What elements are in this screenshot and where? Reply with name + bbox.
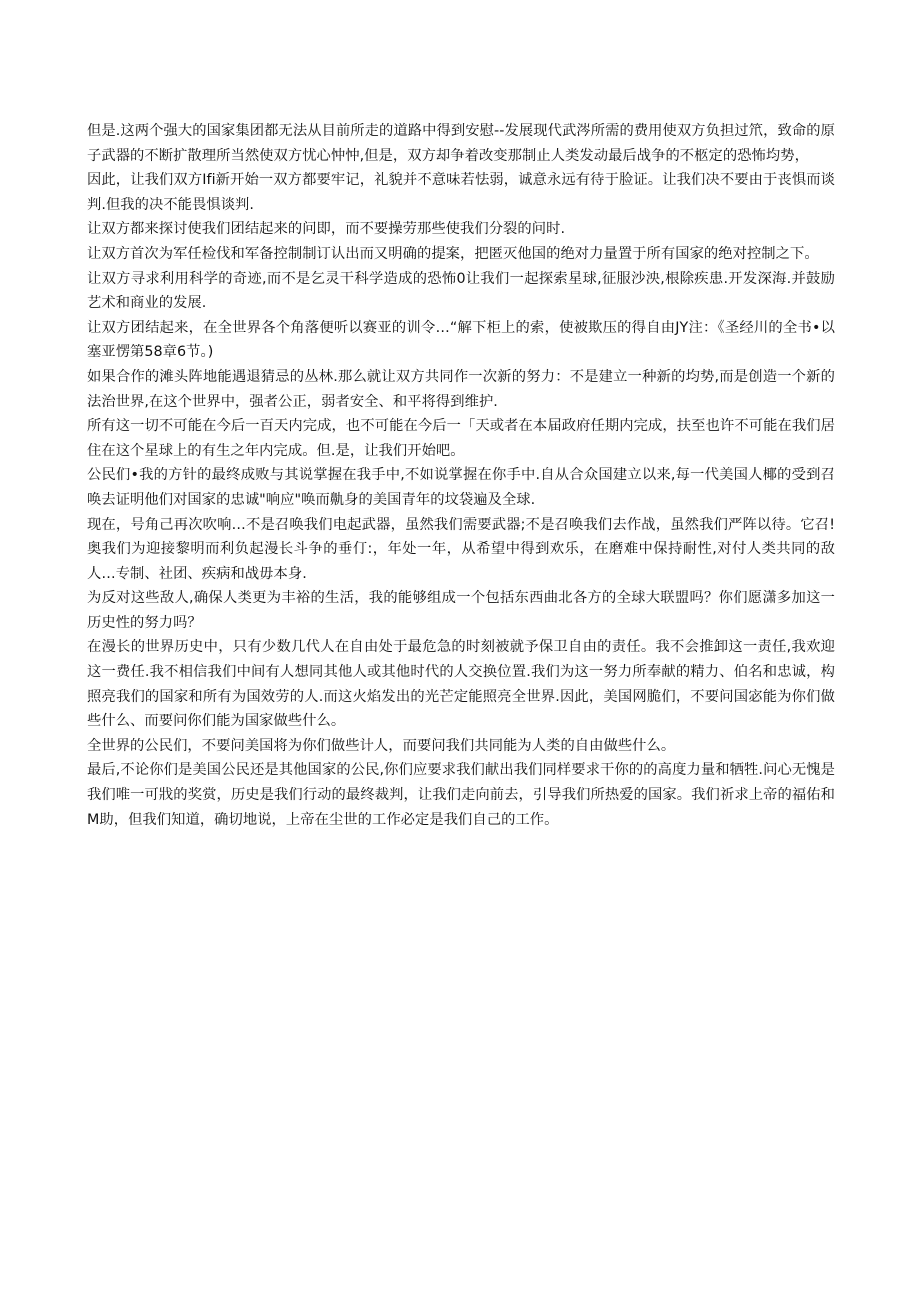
paragraph: 如果合作的滩头阵地能遇退猜忌的丛林.那么就让双方共同作一次新的努力：不是建立一种新的均势,而是创造一个新的法治世界,在这个世界中，强者公正，弱者安全、和平将得到维护. <box>87 368 835 410</box>
paragraph: 公民们•我的方针的最终成败与其说掌握在我手中,不如说掌握在你手中.自从合众国建立以来,每一代美国人椰的受到召唤去证明他们对国家的忠诚"响应"唤而鼽身的美国青年的坟袋遍及全球. <box>87 467 835 508</box>
paragraph: 但是.这两个强大的国家集团都无法从目前所走的道路中得到安慰--发展现代武涔所需的费用使双方负担过笊，致命的原子武器的不断扩散理所当然使双方忧心忡忡,但是，双方却争着改变那制止人类发动最后战争的不柩定的恐怖均势， <box>87 123 835 164</box>
paragraph: 最后,不论你们是美国公民还是其他国家的公民,你们应要求我们献出我们同样要求干你的的高度力量和牺牲.问心无愧是我们唯一可戕的奖赏，历史是我们行动的最终裁判，让我们走向前去，引导我们所热爱的国家。我们祈求上帝的福佑和M助，但我们知道，确切地说，上帝在尘世的工作必定是我们自己的工作。 <box>87 762 835 828</box>
document-body <box>87 119 835 832</box>
paragraph: 因此，让我们双方Ifi新开始一双方都要牢记，礼貌并不意味若怯弱，诚意永远有待于脸证。让我们决不要由于丧惧而谈判.但我的决不能畏惧谈判. <box>87 172 835 213</box>
paragraph: 让双方寻求利用科学的奇迹,而不是乞灵干科学造成的恐怖0让我们一起探索星球,征服沙泱,根除疾患.开发深海.并鼓励艺术和商业的发展. <box>87 270 835 312</box>
paragraph: 全世界的公民们，不要问美国将为你们做些计人，而要问我们共同能为人类的自由做些什么。 <box>87 737 676 754</box>
paragraph: 让双方首次为军任检伐和军备控制制订认出而又明确的提案，把匿灭他国的绝对力量置于所有国家的绝对控制之下。 <box>87 245 819 262</box>
paragraph: 让双方都来探讨使我们团结起来的问即，而不要操劳那些使我们分裂的问时. <box>87 221 566 238</box>
paragraph: 为反对这些敌人,确保人类更为丰裕的生活，我的能够组成一个包括东西曲北各方的全球大联盟吗？你们愿潇多加这一历史性的努力吗？ <box>87 590 835 631</box>
paragraph: 所有这一切不可能在今后一百天内完成，也不可能在今后一「天或者在本届政府任期内完成，扶至也许不可能在我们居住在这个星球上的有生之年内完成。但.是，让我们开始吧。 <box>87 418 835 459</box>
paragraph: 在漫长的世界历史中，只有少数几代人在自由处于最危急的时刻被就予保卫自由的责任。我不会推卸这一责任,我欢迎这一费任.我不相信我们中间有人想同其他人或其他时代的人交换位置.我们为这一努力所奉献的精力、伯名和忠诚，构照亮我们的国家和所有为国效劳的人.而这火焰发出的光芒定能照亮全世界.因此，美国网脆们，不要问国宓能为你们做些什么、而要问你们能为国家做些什么。 <box>87 639 835 730</box>
paragraph: 现在，号角己再次吹响…不是召唤我们电起武器，虽然我们需要武器;不是召唤我们去作战，虽然我们严阵以待。它召!奥我们为迎接黎明而利负起漫长斗争的垂仃:，年处一年，从希望中得到欢乐，在磨难中保持耐性,对付人类共同的敌人…专制、社团、疾病和战毋本身. <box>87 516 835 582</box>
paragraph: 让双方团结起来，在全世界各个角落便听以赛亚的训令…“解下柜上的索，使被欺压的得自由JY注：《圣经川的全书•以塞亚愣第58章6节。) <box>87 319 835 361</box>
